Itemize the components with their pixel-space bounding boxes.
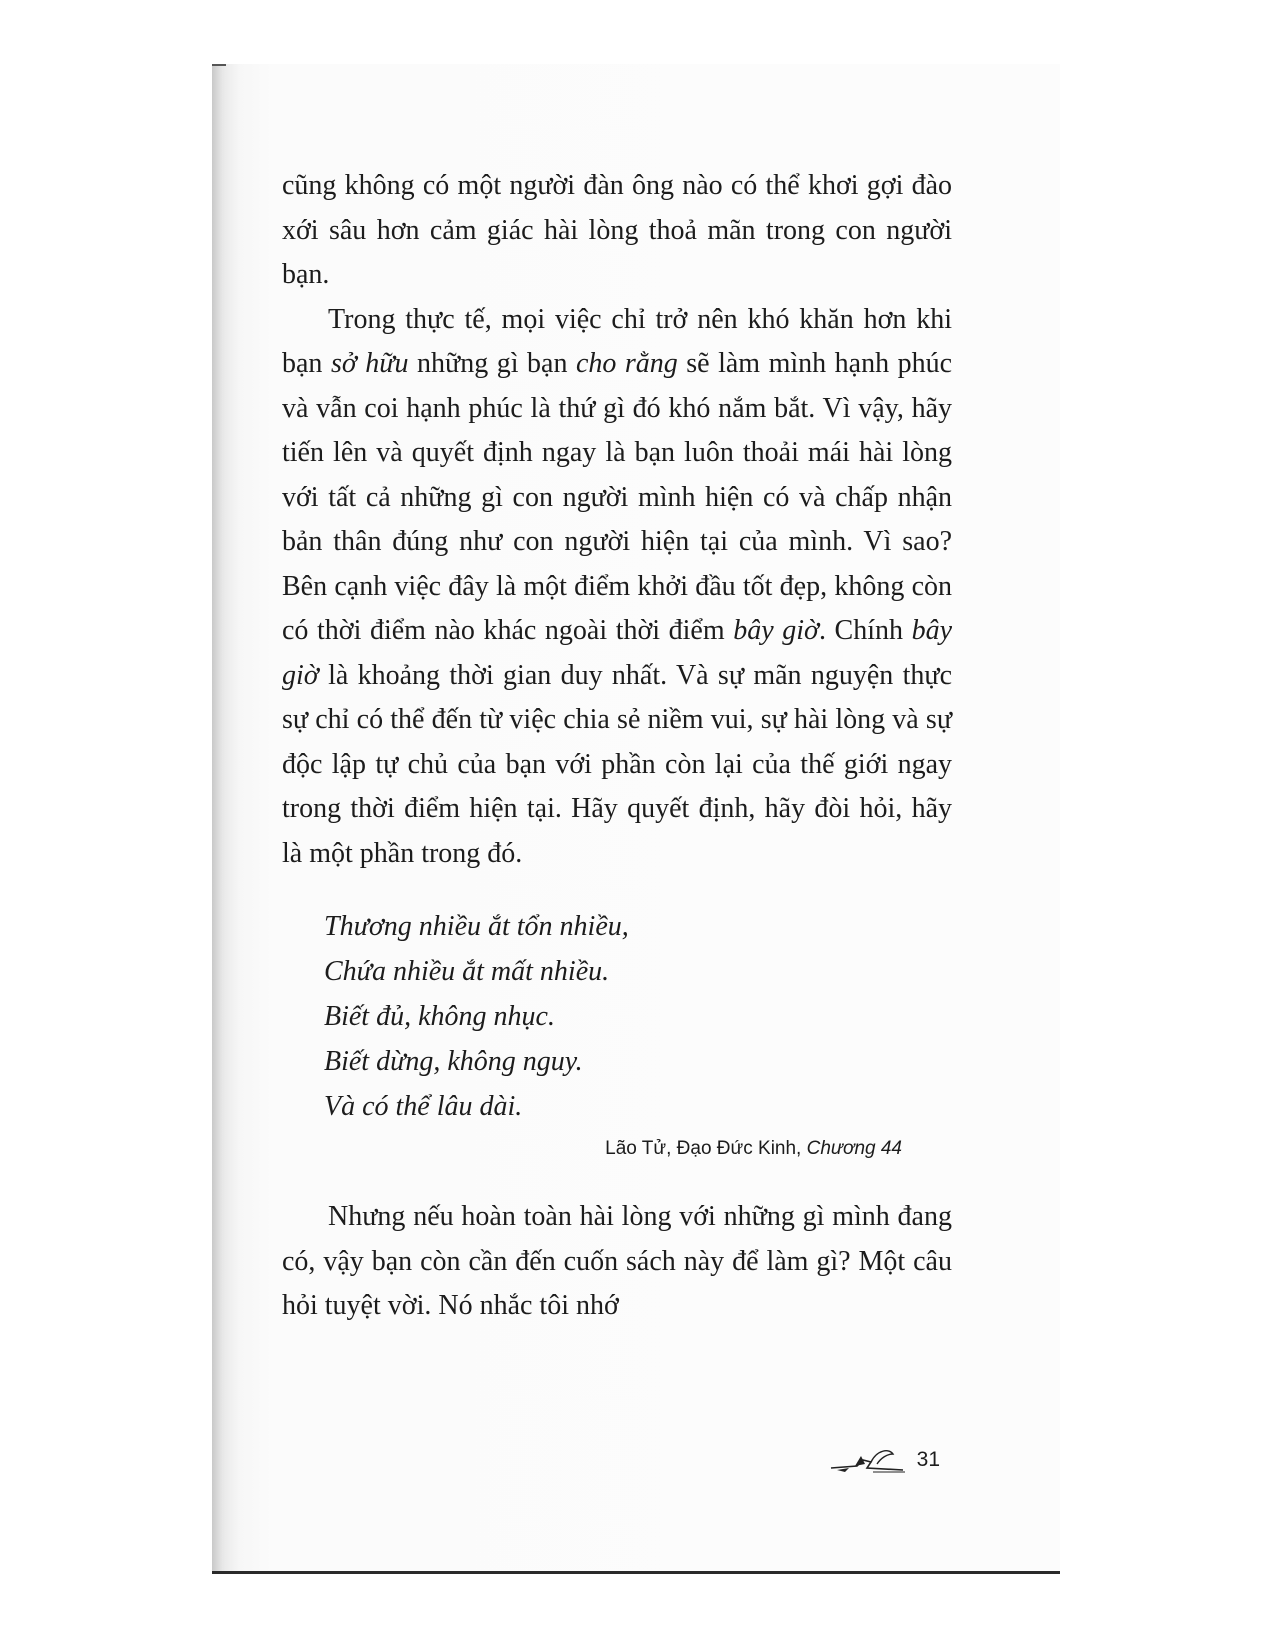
poem-lines	[324, 904, 952, 1129]
book-page	[212, 64, 1060, 1574]
body-text	[282, 164, 952, 1329]
text-run: là khoảng thời gian duy nhất. Và sự mãn nguyện thực sự chỉ có thể đến từ việc chia sẻ niềm vui, sự hài lòng và sự độc lập tự chủ của bạn với phần còn lại của thế giới ngay trong thời điểm hiện tại. Hãy quyết định, hãy đòi hỏi, hãy là một phần trong đó.	[282, 659, 952, 869]
margin-mark	[212, 64, 226, 66]
page-footer	[827, 1444, 940, 1476]
italic-text: sở hữu	[330, 348, 409, 379]
closing-paragraph: Nhưng nếu hoàn toàn hài lòng với những gì mình đang có, vậy bạn còn cần đến cuốn sách này để làm gì? Một câu hỏi tuyệt vời. Nó nhắc tôi nhớ	[282, 1201, 952, 1321]
page-number: 31	[916, 1448, 940, 1471]
binding-shadow	[212, 64, 222, 1571]
text-run: Trong thực tế, mọi việc chỉ trở nên khó khăn hơn khi bạn	[282, 303, 952, 379]
text-run: những gì bạn	[408, 348, 576, 379]
text-run: Lão Tử, Đạo Đức Kinh,	[605, 1138, 807, 1159]
poem-quote	[324, 904, 952, 1129]
italic-text: Chương 44	[806, 1138, 902, 1159]
text-run: sẽ làm mình hạnh phúc và vẫn coi hạnh phúc là thứ gì đó khó nắm bắt. Vì vậy, hãy tiến lên và quyết định ngay là bạn luôn thoải mái hài lòng với tất cả những gì con người mình hiện có và chấp nhận bản thân đúng như con người hiện tại của mình. Vì sao? Bên cạnh việc đây là một điểm khởi đầu tốt đẹp, không còn có thời điểm nào khác ngoài thời điểm	[282, 348, 952, 646]
text-run: . Chính	[818, 615, 912, 646]
text-run: cũng không có một người đàn ông nào có thể khơi gợi đào xới sâu hơn cảm giác hài lòng thoả mãn trong con người bạn.	[282, 170, 952, 290]
poem-attribution	[282, 1133, 902, 1165]
italic-text: cho rằng	[575, 348, 678, 379]
paragraph	[282, 298, 952, 877]
poem-line: Biết dừng, không nguy.	[324, 1046, 583, 1077]
paragraph	[282, 164, 952, 298]
italic-text: bây giờ	[282, 615, 952, 691]
poem-line: Biết đủ, không nhục.	[324, 1001, 555, 1032]
poem-line: Thương nhiều ắt tổn nhiều,	[324, 911, 629, 942]
bird-ornament-icon	[827, 1444, 907, 1476]
paragraph-list	[282, 164, 952, 876]
italic-text: bây giờ	[733, 615, 819, 646]
poem-line: Và có thể lâu dài.	[324, 1091, 523, 1122]
poem-line: Chứa nhiều ắt mất nhiều.	[324, 956, 610, 987]
